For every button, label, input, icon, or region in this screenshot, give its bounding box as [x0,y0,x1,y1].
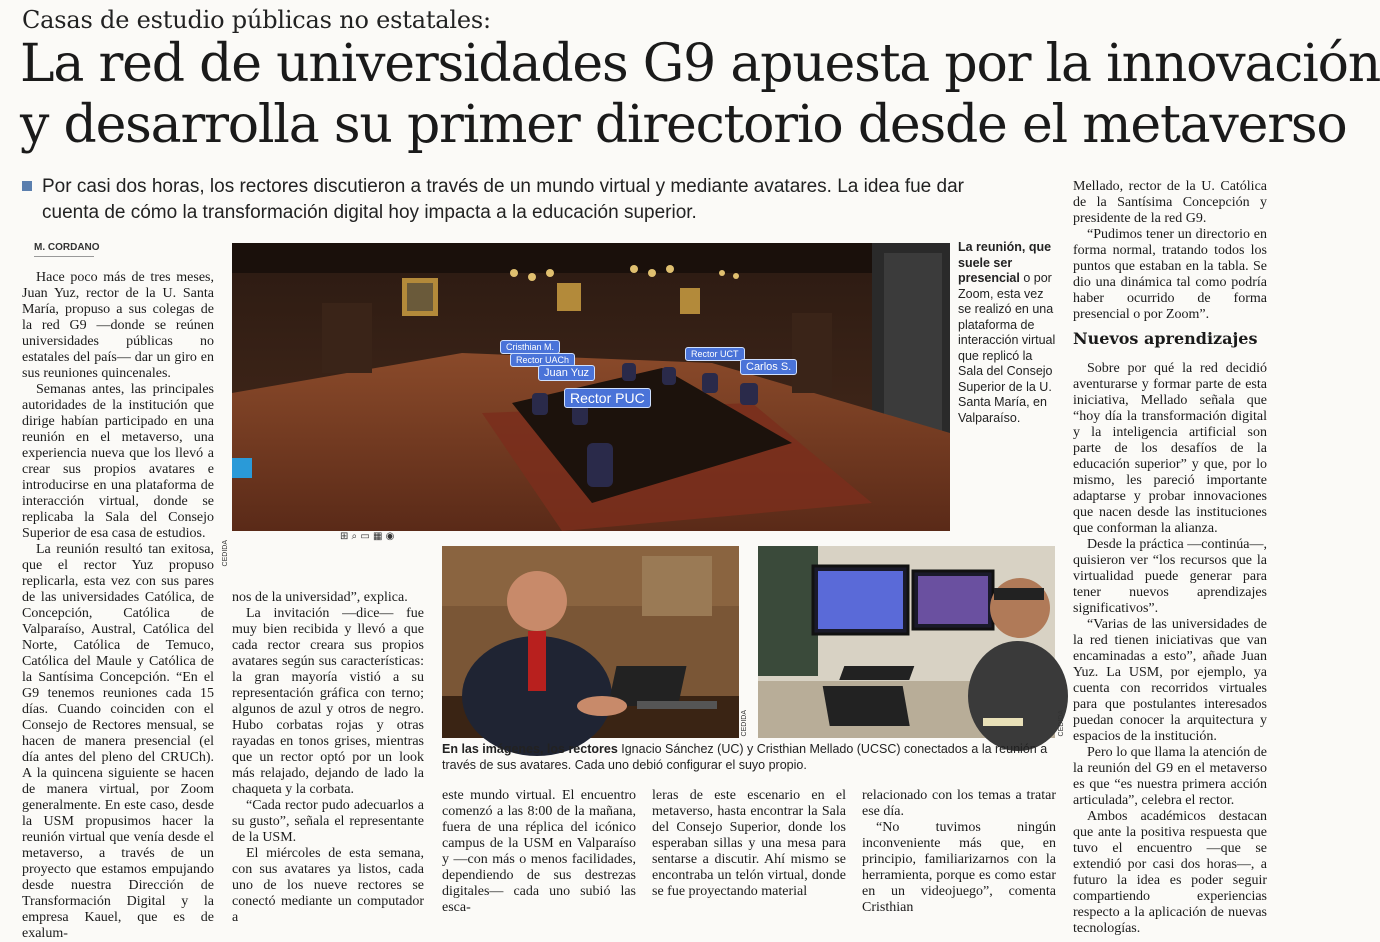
paragraph: La reunión resultó tan exitosa, que el rector Yuz propuso replicarla, esta vez con sus pares de las universidades Católica, de Concepción, Católica de Valparaíso, Austral, Católica del Norte, Católica de Temuco, Católica del Maule y Católica de la Santísima Concepción. “En el G9 tenemos reuniones cada 15 días. Cuando coinciden con el Consejo de Rectores mensual, se hacen de manera presencial (el día antes del pleno del CRUCh). A la quincena siguiente se hacen de manera virtual, por Zoom generalmente. En este caso, desde la USM propusimos hacer la reunión virtual que venía desde el metaverso, a través de un proyecto que estamos empujando desde nuestra Dirección de Transformación Digital y la empresa Kauel, que es de exalum- [22,542,214,941]
main-photo-metaverse [232,243,950,531]
avatar-tag: Cristhian M. [500,340,560,354]
bottom-caption-text: Ignacio Sánchez (UC) y Cristhian Mellado (UCSC) conectados a la reunión a través de sus avatares. Cada uno debió configurar el suyo propio. [442,742,1048,772]
side-caption-bold: La reunión, que suele ser presencial [958,240,1052,285]
paragraph: Desde la práctica —continúa—, quisieron ver “los recursos que la virtualidad puede generar para tener nuevos aprendizajes significativos”. [1073,537,1267,616]
paragraph: “Pudimos tener un directorio en forma normal, tratando todos los puntos que estaban en la tabla. Se dio una dinámica tal como podría haber ocurrido de forma presencial o por Zoom”. [1073,227,1267,322]
paragraph: “No tuvimos ningún inconveniente más que, en principio, familiarizarnos con la herramienta, porque es como estar en un videojuego”, comenta Cristhian [862,820,1056,915]
byline-rule [34,256,94,257]
headline [20,34,1380,156]
photo-rector-mellado [758,546,1055,738]
paragraph: relacionado con los temas a tratar ese día. [862,788,1056,819]
rector-at-monitors-illustration [758,546,1055,738]
paragraph: “Cada rector pudo adecuarlos a su gusto”, señala el representante de la USM. [232,798,424,845]
bottom-caption-bold: En las imágenes, los rectores [442,742,618,756]
metaverse-room-illustration [232,243,950,531]
lede-line-2: cuenta de cómo la transformación digital hoy impacta a la educación superior. [42,202,697,223]
paragraph: Mellado, rector de la U. Católica de la Santísima Concepción y presidente de la red G9. [1073,179,1267,226]
rector-at-laptop-illustration [442,546,739,738]
avatar-tag: Carlos S. [740,359,797,375]
avatar-tag: Juan Yuz [538,365,595,381]
avatar-tag: Rector UCT [685,347,745,361]
paragraph: “Varias de las universidades de la red tienen iniciativas que van encaminadas a esto”, añade Juan Yuz. La USM, por ejemplo, ya cuenta con recorridos virtuales para que postulantes interesados puedan conocer la arquitectura y espacios de la institución. [1073,617,1267,744]
side-caption [958,240,1058,426]
paragraph: nos de la universidad”, explica. [232,590,408,605]
paragraph: Ambos académicos destacan que ante la positiva respuesta que tuvo el encuentro —que se extendió por casi dos horas—, a futuro la idea es poder seguir compartiendo experiencias respecto a la aplicación de nuevas tecnologías. [1073,809,1267,936]
photo-credit: CEDIDA [1058,710,1065,737]
paragraph: El miércoles de esta semana, con sus avatares ya listos, cada uno de los nueve rectores se conectó mediante un computador a [232,846,424,925]
lede-line-1: Por casi dos horas, los rectores discutieron a través de un mundo virtual y mediante avatares. La idea fue dar [42,176,964,197]
photo-rector-sanchez [442,546,739,738]
subhead: Nuevos aprendizajes [1073,329,1258,348]
photo-credit: CEDIDA [222,540,229,567]
photo-credit: CEDIDA [741,710,748,737]
column-2 [232,590,424,925]
byline: M. CORDANO [34,242,100,253]
bottom-caption [442,742,1062,773]
column-1 [22,270,214,941]
avatar-tag: Rector UACh [510,353,575,367]
column-4 [652,788,846,900]
headline-line-1: La red de universidades G9 apuesta por la innovación [20,34,1380,94]
paragraph: La invitación —dice— fue muy bien recibida y llevó a que cada rector creara sus propios avatares según sus características: la gran mayoría vistió a su representación gráfica con terno; algunos de azul y otros de negro. Hubo corbatas rojas y otras rayadas en tonos grises, mientras que un rector optó por un look más relajado, dejando de lado la chaqueta y la corbata. [232,606,424,797]
headline-line-2: y desarrolla su primer directorio desde el metaverso [20,95,1347,155]
paragraph: Hace poco más de tres meses, Juan Yuz, rector de la U. Santa María, propuso a sus colegas de la red G9 —donde se reúnen universidades públicas no estatales del país— dar un giro en sus reuniones quincenales. [22,270,214,381]
paragraph: Semanas antes, las principales autoridades de la institución que dirige habían participado en una reunión en el metaverso, una experiencia nueva que los llevó a crear sus propios avatares e introducirse en una plataforma de interacción virtual, donde se replicaba la Sala del Consejo Superior de esa casa de estudios. [22,382,214,541]
column-6 [1073,179,1267,936]
windows-taskbar-strip: ⊞ ⌕ ▭ ▦ ◉ [340,531,395,542]
avatar-tag: Rector PUC [564,388,651,408]
kicker: Casas de estudio públicas no estatales: [22,6,491,34]
paragraph: leras de este escenario en el metaverso, hasta encontrar la Sala del Consejo Superior, donde los esperaban sillas y una mesa para sentarse a discutir. Ahí mismo se encontraba un telón virtual, donde se fue proyectando material [652,788,846,899]
paragraph: este mundo virtual. El encuentro comenzó a las 8:00 de la mañana, fuera de una réplica del icónico campus de la USM en Valparaíso y —con más o menos facilidades, dependiendo de sus destrezas digitales— cada uno subió las esca- [442,788,636,915]
column-3 [442,788,636,915]
lede-square-icon [22,181,32,191]
side-caption-text: o por Zoom, esta vez se realizó en una plataforma de interacción virtual que replicó la Sala del Consejo Superior de la U. Santa María, en Valparaíso. [958,271,1056,425]
paragraph: Sobre por qué la red decidió aventurarse y formar parte de esta iniciativa, Mellado señala que “hoy día la transformación digital y la inteligencia artificial son parte de los desafíos de la educación superior” y que, por lo mismo, les pareció importante adaptarse y probar innovaciones que nacen desde las instituciones que conforman la alianza. [1073,361,1267,536]
column-5 [862,788,1056,915]
paragraph: Pero lo que llama la atención de la reunión del G9 en el metaverso es que “es nuestra primera acción articulada”, celebra el rector. [1073,745,1267,808]
lede [42,174,1022,226]
